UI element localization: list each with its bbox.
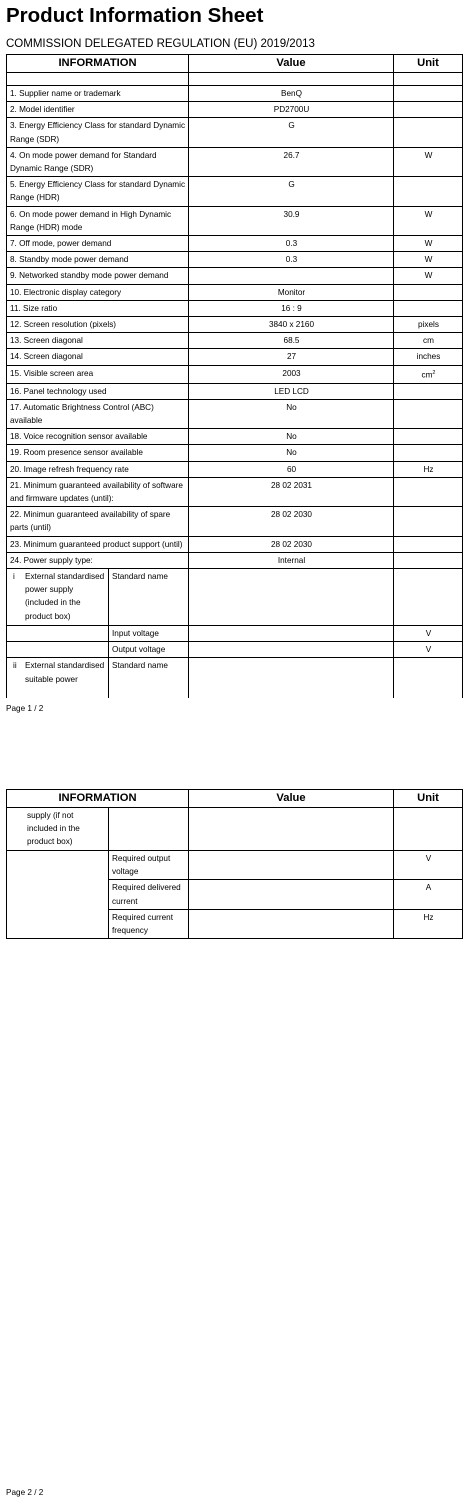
- row-unit: [394, 552, 463, 568]
- row-label: 17. Automatic Brightness Control (ABC) available: [7, 399, 189, 428]
- table-row: [7, 477, 463, 506]
- row-label: 20. Image refresh frequency rate: [7, 461, 189, 477]
- row-value: PD2700U: [189, 102, 394, 118]
- req-output-voltage-row: [7, 851, 463, 880]
- page-title: Product Information Sheet: [6, 4, 264, 27]
- row-label: 3. Energy Efficiency Class for standard Dynamic Range (SDR): [7, 118, 189, 147]
- row-value: 27: [189, 349, 394, 365]
- table-row: [7, 86, 463, 102]
- row-label: 6. On mode power demand in High Dynamic Range (HDR) mode: [7, 206, 189, 235]
- row-unit: [394, 477, 463, 506]
- row-value: [189, 268, 394, 284]
- row-value: BenQ: [189, 86, 394, 102]
- table-row: [7, 349, 463, 365]
- row-label: 22. Minimun guaranteed availability of spare parts (until): [7, 507, 189, 536]
- row-value: 16 : 9: [189, 300, 394, 316]
- psu-external-standard-name: Standard name: [109, 569, 189, 626]
- row-label: 23. Minimum guaranteed product support (until): [7, 536, 189, 552]
- row-value: 2003: [189, 365, 394, 383]
- psu-suitable-label-cell: [7, 658, 109, 699]
- row-value: No: [189, 445, 394, 461]
- table-row: [7, 177, 463, 206]
- row-value: No: [189, 429, 394, 445]
- row-unit: [394, 429, 463, 445]
- row-value: 28 02 2031: [189, 477, 394, 506]
- row-unit: [394, 317, 463, 333]
- row-value: G: [189, 177, 394, 206]
- row-label: 11. Size ratio: [7, 300, 189, 316]
- row-unit-text: W: [424, 271, 433, 281]
- table-header-row-2: [7, 790, 463, 808]
- row-unit: [394, 300, 463, 316]
- row-unit-text: cm: [423, 336, 434, 346]
- psu-output-voltage-unit: V: [394, 642, 463, 658]
- row-label: 10. Electronic display category: [7, 284, 189, 300]
- row-label: 1. Supplier name or trademark: [7, 86, 189, 102]
- row-value: 26.7: [189, 147, 394, 176]
- psu-input-voltage-row: [7, 626, 463, 642]
- row-unit: [394, 268, 463, 284]
- product-info-table: [6, 54, 463, 698]
- row-unit-text: Hz: [423, 464, 434, 474]
- req-output-voltage-label: Required output voltage: [109, 851, 189, 880]
- header-unit: Unit: [394, 55, 463, 73]
- psu-suitable-label-part2: supply (if not included in the product box): [7, 808, 109, 851]
- table-row: [7, 552, 463, 568]
- header-value-2: Value: [189, 790, 394, 808]
- table-header-row: [7, 55, 463, 73]
- row-label: 2. Model identifier: [7, 102, 189, 118]
- table-row: [7, 399, 463, 428]
- row-unit: [394, 536, 463, 552]
- row-unit: [394, 399, 463, 428]
- row-value: Monitor: [189, 284, 394, 300]
- req-frequency-row: [7, 909, 463, 938]
- psu-external-marker: i: [13, 572, 15, 582]
- row-unit: [394, 461, 463, 477]
- product-info-table-continued: [6, 789, 463, 939]
- row-unit-text: W: [424, 255, 433, 265]
- row-unit: [394, 236, 463, 252]
- row-unit: [394, 284, 463, 300]
- row-unit: [394, 445, 463, 461]
- row-value: 60: [189, 461, 394, 477]
- row-value: 28 02 2030: [189, 536, 394, 552]
- table-row: [7, 206, 463, 235]
- psu-suitable-standard-name: Standard name: [109, 658, 189, 699]
- table-row: [7, 536, 463, 552]
- table-row: [7, 429, 463, 445]
- psu-input-voltage-unit: V: [394, 626, 463, 642]
- req-current-unit: A: [394, 880, 463, 909]
- req-current-label: Required delivered current: [109, 880, 189, 909]
- row-unit-text: W: [424, 209, 433, 219]
- table-row: [7, 445, 463, 461]
- req-current-row: [7, 880, 463, 909]
- row-unit: [394, 333, 463, 349]
- row-value: 0.3: [189, 236, 394, 252]
- row-value: 68.5: [189, 333, 394, 349]
- row-unit: [394, 86, 463, 102]
- table-row: [7, 252, 463, 268]
- spacer-row: [7, 73, 463, 86]
- row-unit: [394, 252, 463, 268]
- row-label: 13. Screen diagonal: [7, 333, 189, 349]
- table-row: [7, 300, 463, 316]
- row-unit: [394, 383, 463, 399]
- row-label: 21. Minimum guaranteed availability of software and firmware updates (until):: [7, 477, 189, 506]
- header-information-2: INFORMATION: [7, 790, 189, 808]
- row-label: 8. Standby mode power demand: [7, 252, 189, 268]
- row-value: 28 02 2030: [189, 507, 394, 536]
- req-frequency-unit: Hz: [394, 909, 463, 938]
- page-footer-1: Page 1 / 2: [6, 704, 44, 713]
- psu-external-label: External standardised power supply (included in the product box): [25, 572, 105, 621]
- table-row: [7, 118, 463, 147]
- psu-output-voltage-label: Output voltage: [109, 642, 189, 658]
- row-unit: [394, 118, 463, 147]
- req-output-voltage-unit: V: [394, 851, 463, 880]
- psu-external-label-cell: [7, 569, 109, 626]
- table-row: [7, 507, 463, 536]
- row-label: 12. Screen resolution (pixels): [7, 317, 189, 333]
- table-row: [7, 365, 463, 383]
- psu-suitable-label-part1: External standardised suitable power: [25, 661, 105, 684]
- table-row: [7, 461, 463, 477]
- table-row: [7, 147, 463, 176]
- row-unit: [394, 206, 463, 235]
- row-unit: [394, 349, 463, 365]
- row-label: 15. Visible screen area: [7, 365, 189, 383]
- psu-suitable-row: [7, 658, 463, 699]
- row-unit: [394, 147, 463, 176]
- psu-input-voltage-label: Input voltage: [109, 626, 189, 642]
- row-unit-text: inches: [416, 352, 441, 362]
- row-value: 0.3: [189, 252, 394, 268]
- row-unit: [394, 507, 463, 536]
- row-value: LED LCD: [189, 383, 394, 399]
- header-unit-2: Unit: [394, 790, 463, 808]
- table-row: [7, 333, 463, 349]
- row-unit: [394, 177, 463, 206]
- row-unit-text: pixels: [418, 320, 439, 330]
- header-value: Value: [189, 55, 394, 73]
- psu-suitable-continued-row: [7, 808, 463, 851]
- row-value: 3840 x 2160: [189, 317, 394, 333]
- table-row: [7, 268, 463, 284]
- row-label: 24. Power supply type:: [7, 552, 189, 568]
- table-row: [7, 317, 463, 333]
- row-label: 19. Room presence sensor available: [7, 445, 189, 461]
- table-row: [7, 102, 463, 118]
- req-frequency-label: Required current frequency: [109, 909, 189, 938]
- table-row: [7, 383, 463, 399]
- psu-suitable-marker: ii: [13, 661, 17, 671]
- header-information: INFORMATION: [7, 55, 189, 73]
- row-unit-text: cm: [421, 370, 433, 380]
- row-unit-superscript: 2: [432, 369, 436, 376]
- row-unit-text: W: [424, 150, 433, 160]
- row-label: 9. Networked standby mode power demand: [7, 268, 189, 284]
- row-label: 4. On mode power demand for Standard Dynamic Range (SDR): [7, 147, 189, 176]
- row-value: 30.9: [189, 206, 394, 235]
- row-unit-text: W: [424, 239, 433, 249]
- psu-output-voltage-row: [7, 642, 463, 658]
- row-label: 7. Off mode, power demand: [7, 236, 189, 252]
- page-footer-2: Page 2 / 2: [6, 1488, 44, 1497]
- psu-external-row: [7, 569, 463, 626]
- row-value: G: [189, 118, 394, 147]
- row-label: 16. Panel technology used: [7, 383, 189, 399]
- row-value: No: [189, 399, 394, 428]
- row-label: 5. Energy Efficiency Class for standard Dynamic Range (HDR): [7, 177, 189, 206]
- table-row: [7, 236, 463, 252]
- table-row: [7, 284, 463, 300]
- row-label: 14. Screen diagonal: [7, 349, 189, 365]
- row-label: 18. Voice recognition sensor available: [7, 429, 189, 445]
- row-unit: [394, 365, 463, 383]
- row-unit: [394, 102, 463, 118]
- regulation-subtitle: COMMISSION DELEGATED REGULATION (EU) 2019/2013: [6, 38, 315, 50]
- row-value: Internal: [189, 552, 394, 568]
